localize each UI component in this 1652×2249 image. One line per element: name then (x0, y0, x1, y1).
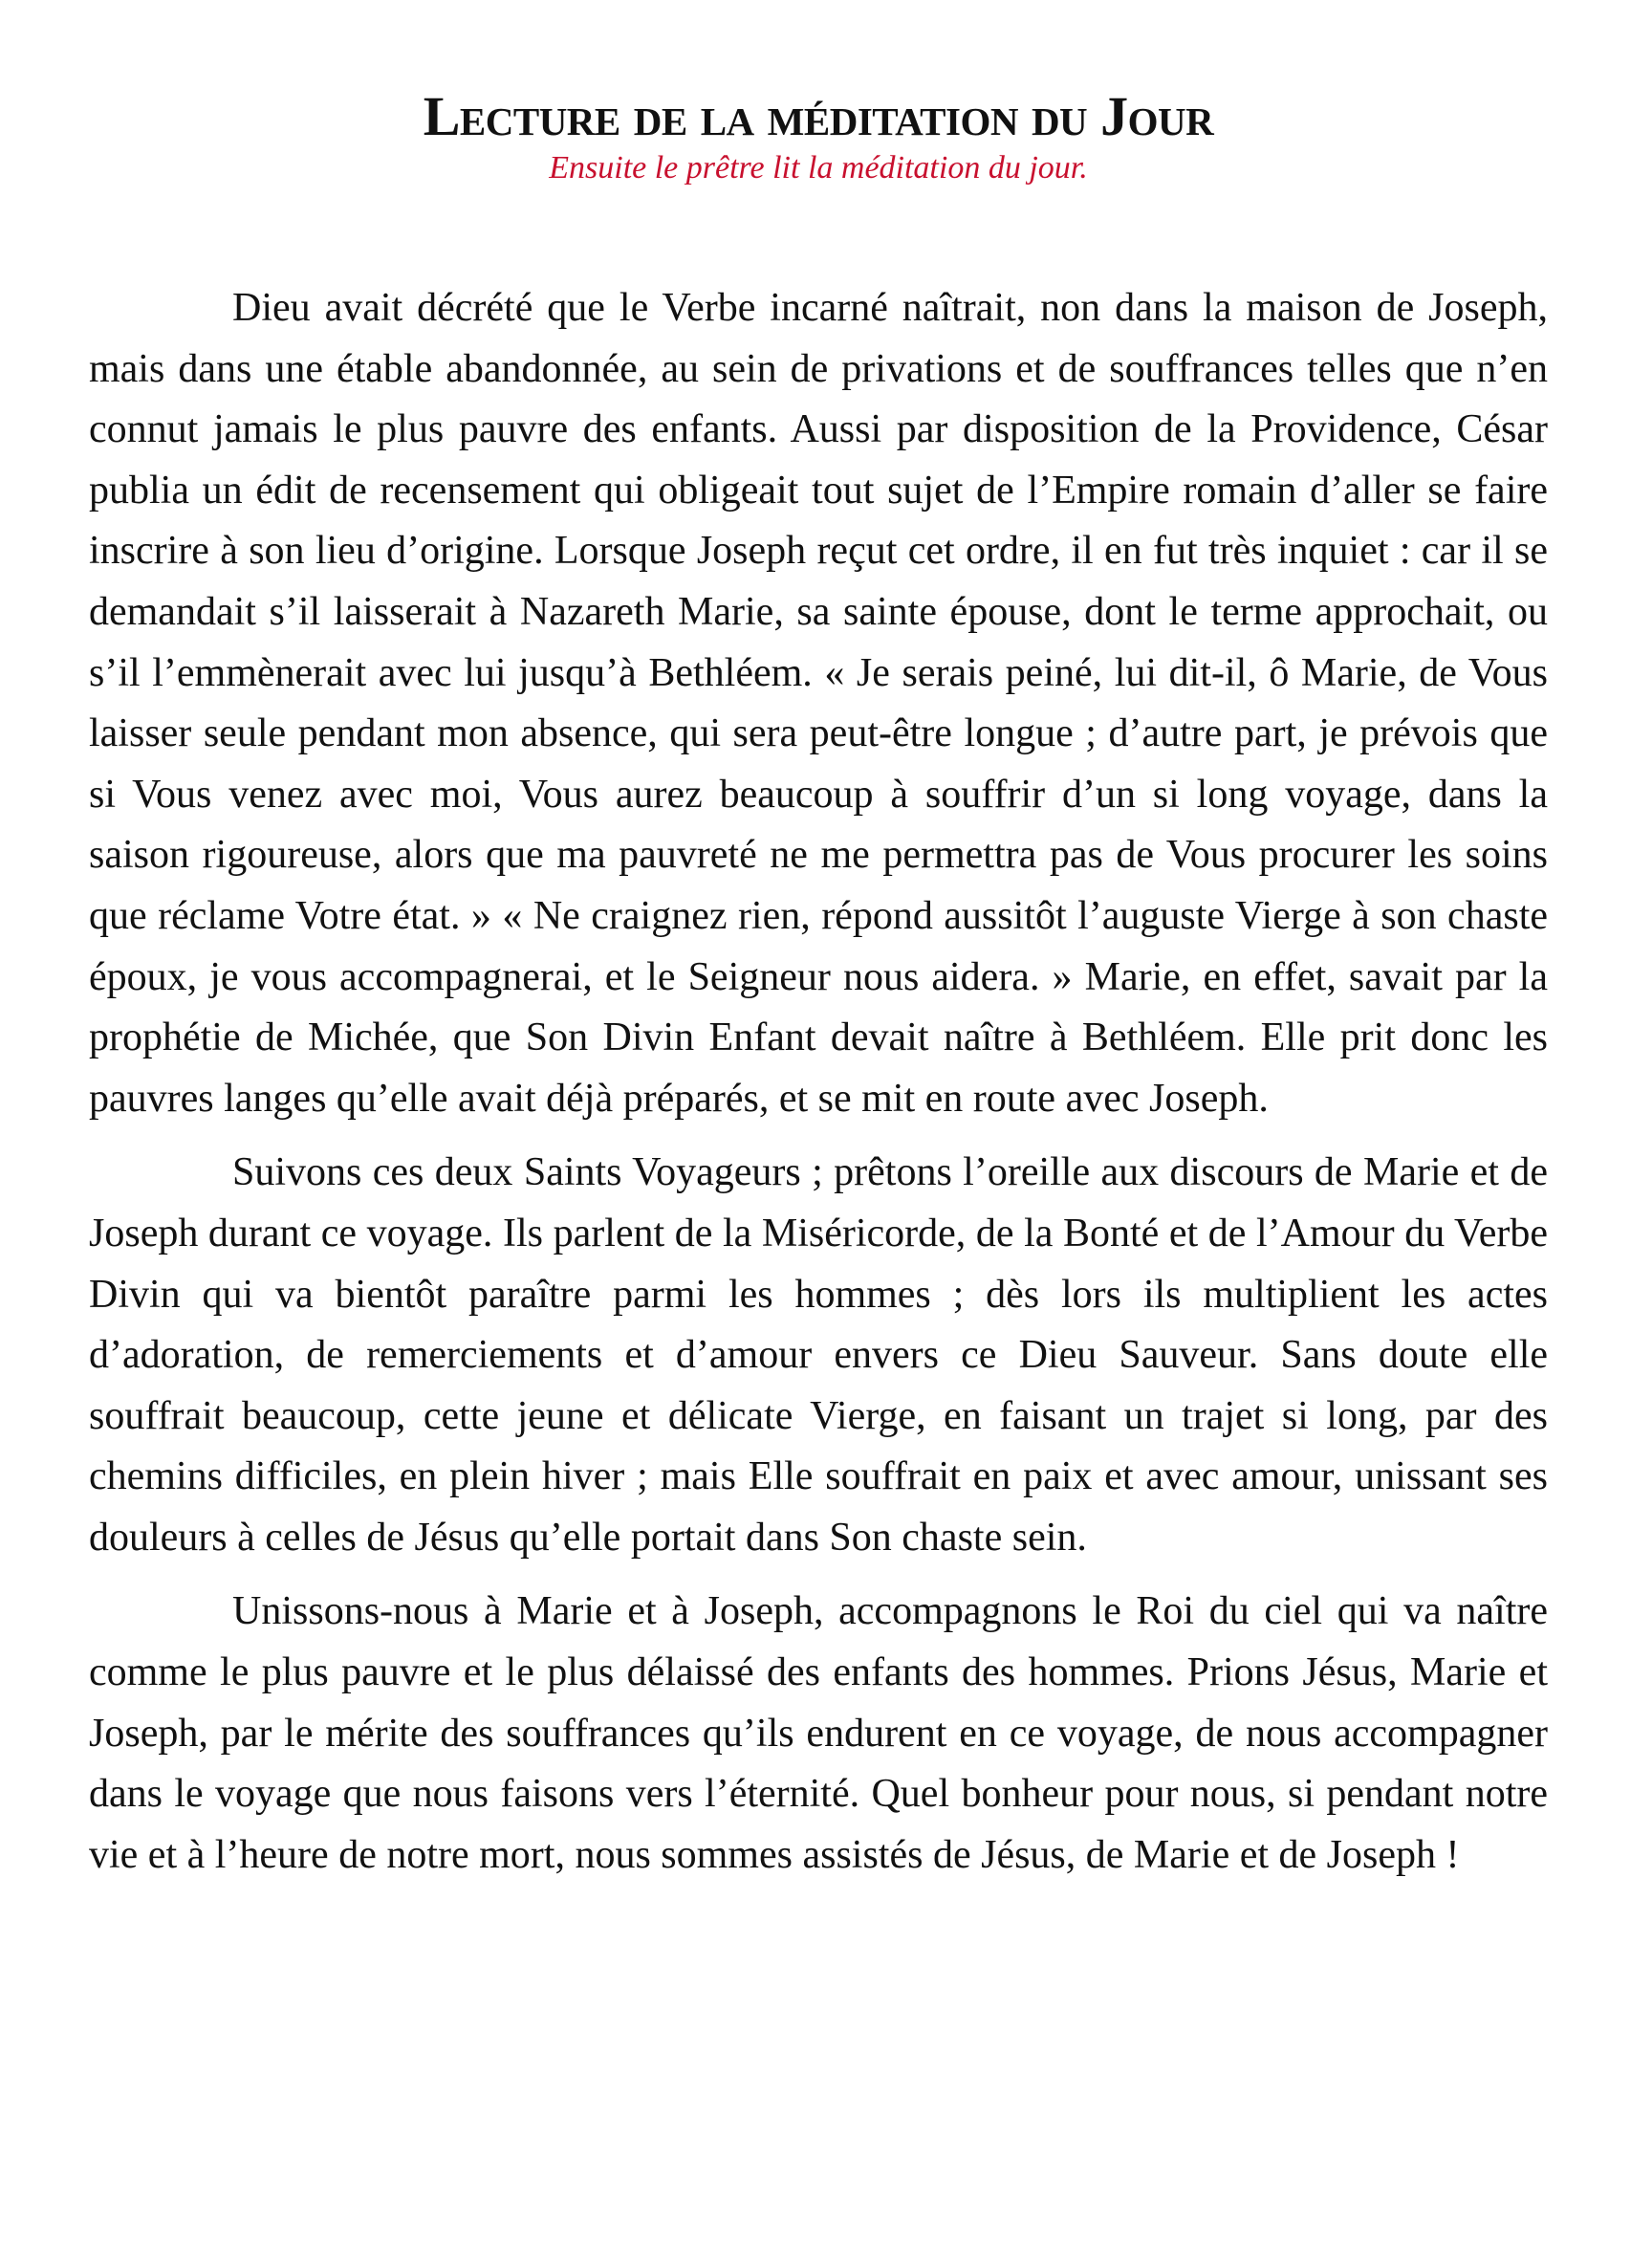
paragraph-2: Suivons ces deux Saints Voyageurs ; prêtons l’oreille aux discours de Marie et de Joseph durant ce voyage. Ils parlent de la Miséricorde, de la Bonté et de l’Amour du Verbe Divin qui va bientôt paraître parmi les hommes ; dès lors ils multiplient les actes d’adoration, de remerciements et d’amour envers ce Dieu Sauveur. Sans doute elle souffrait beaucoup, cette jeune et délicate Vierge, en faisant un trajet si long, par des chemins difficiles, en plein hiver ; mais Elle souffrait en paix et avec amour, unissant ses douleurs à celles de Jésus qu’elle portait dans Son chaste sein. (89, 1150, 1548, 1560)
page-title: Lecture de la méditation du Jour (423, 85, 1214, 147)
meditation-body (89, 278, 1548, 1886)
rubric-subtitle: Ensuite le prêtre lit la méditation du jour. (549, 150, 1088, 186)
document-page (89, 85, 1548, 1886)
paragraph-3: Unissons-nous à Marie et à Joseph, accompagnons le Roi du ciel qui va naître comme le plus pauvre et le plus délaissé des enfants des hommes. Prions Jésus, Marie et Joseph, par le mérite des souffrances qu’ils endurent en ce voyage, de nous accompagner dans le voyage que nous faisons vers l’éternité. Quel bonheur pour nous, si pendant notre vie et à l’heure de notre mort, nous sommes assistés de Jésus, de Marie et de Joseph ! (89, 1589, 1548, 1877)
paragraph-1: Dieu avait décrété que le Verbe incarné naîtrait, non dans la maison de Joseph, mais dans une étable abandonnée, au sein de privations et de souffrances telles que n’en connut jamais le plus pauvre des enfants. Aussi par disposition de la Providence, César publia un édit de recensement qui obligeait tout sujet de l’Empire romain d’aller se faire inscrire à son lieu d’origine. Lorsque Joseph reçut cet ordre, il en fut très inquiet : car il se demandait s’il laisserait à Nazareth Marie, sa sainte épouse, dont le terme approchait, ou s’il l’emmènerait avec lui jusqu’à Bethléem. « Je serais peiné, lui dit-il, ô Marie, de Vous laisser seule pendant mon absence, qui sera peut-être longue ; d’autre part, je prévois que si Vous venez avec moi, Vous aurez beaucoup à souffrir d’un si long voyage, dans la saison rigoureuse, alors que ma pauvreté ne me permettra pas de Vous procurer les soins que réclame Votre état. » « Ne craignez rien, répond aussitôt l’auguste Vierge à son chaste époux, je vous accompagnerai, et le Seigneur nous aidera. » Marie, en effet, savait par la prophétie de Michée, que Son Divin Enfant devait naître à Bethléem. Elle prit donc les pauvres langes qu’elle avait déjà préparés, et se mit en route avec Joseph. (89, 286, 1548, 1121)
